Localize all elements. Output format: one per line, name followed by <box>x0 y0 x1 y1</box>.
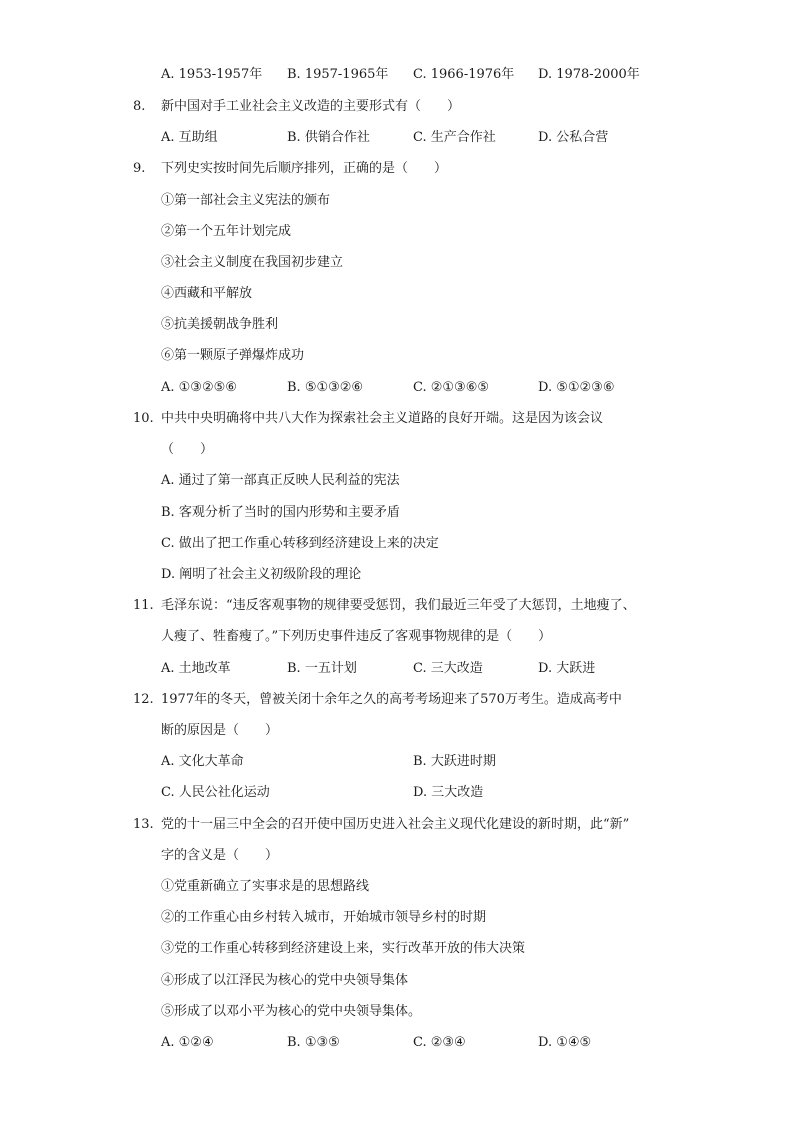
q12-stem-line1: 1977年的冬天，曾被关闭十余年之久的高考考场迎来了570万考生。造成高考中 <box>161 692 622 707</box>
q7-option-b: B. 1957-1965年 <box>287 67 389 82</box>
q11-number: 11. <box>133 598 154 613</box>
q11-option-b: B. 一五计划 <box>287 661 357 676</box>
q13-item-3: ③党的工作重心转移到经济建设上来，实行改革开放的伟大决策 <box>161 941 526 956</box>
q11-option-d: D. 大跃进 <box>538 661 596 676</box>
q7-option-d: D. 1978-2000年 <box>538 67 640 82</box>
q9-option-b: B. ⑤①③②⑥ <box>287 380 364 395</box>
q13-item-1: ①党重新确立了实事求是的思想路线 <box>161 879 370 894</box>
q13-stem-line1: 党的十一届三中全会的召开使中国历史进入社会主义现代化建设的新时期，此“新” <box>161 817 630 832</box>
q12-option-b: B. 大跃进时期 <box>413 754 496 769</box>
q8-stem: 新中国对手工业社会主义改造的主要形式有（ ） <box>161 99 461 114</box>
q8-option-d: D. 公私合营 <box>538 130 609 145</box>
q11-stem-line2: 人瘦了、牲畜瘦了。”下列历史事件违反了客观事物规律的是（ ） <box>161 629 552 644</box>
q11-option-c: C. 三大改造 <box>413 661 483 676</box>
q13-option-d: D. ①④⑤ <box>538 1035 592 1050</box>
q11-stem-line1: 毛泽东说：“违反客观事物的规律要受惩罚，我们最近三年受了大惩罚，土地瘦了、 <box>161 598 636 613</box>
q8-number: 8. <box>133 99 146 114</box>
q10-stem-line1: 中共中央明确将中共八大作为探索社会主义道路的良好开端。这是因为该会议 <box>161 411 604 426</box>
q13-item-2: ②的工作重心由乡村转入城市，开始城市领导乡村的时期 <box>161 910 487 925</box>
q12-stem-line2: 断的原因是（ ） <box>161 723 279 738</box>
q13-number: 13. <box>133 817 154 832</box>
q9-item-4: ④西藏和平解放 <box>161 286 253 301</box>
q10-option-d: D. 阐明了社会主义初级阶段的理论 <box>161 567 362 582</box>
q7-option-c: C. 1966-1976年 <box>413 67 515 82</box>
q7-option-a: A. 1953-1957年 <box>161 67 263 82</box>
q10-option-b: B. 客观分析了当时的国内形势和主要矛盾 <box>161 505 400 520</box>
q13-option-b: B. ①③⑤ <box>287 1035 340 1050</box>
q10-number: 10. <box>133 411 154 426</box>
q9-item-3: ③社会主义制度在我国初步建立 <box>161 255 344 270</box>
q13-item-4: ④形成了以江泽民为核心的党中央领导集体 <box>161 973 409 988</box>
q12-option-a: A. 文化大革命 <box>161 754 244 769</box>
q10-option-a: A. 通过了第一部真正反映人民利益的宪法 <box>161 473 400 488</box>
q9-item-2: ②第一个五年计划完成 <box>161 224 292 239</box>
q8-option-a: A. 互助组 <box>161 130 218 145</box>
q10-stem-line2: （ ） <box>161 442 214 457</box>
q10-option-c: C. 做出了把工作重心转移到经济建设上来的决定 <box>161 536 439 551</box>
q9-item-6: ⑥第一颗原子弹爆炸成功 <box>161 348 305 363</box>
q9-stem: 下列史实按时间先后顺序排列，正确的是（ ） <box>161 161 448 176</box>
q12-option-d: D. 三大改造 <box>413 785 484 800</box>
q11-option-a: A. 土地改革 <box>161 661 231 676</box>
q9-option-a: A. ①③②⑤⑥ <box>161 380 237 395</box>
q13-item-5: ⑤形成了以邓小平为核心的党中央领导集体。 <box>161 1004 422 1019</box>
q12-number: 12. <box>133 692 154 707</box>
q8-option-c: C. 生产合作社 <box>413 130 496 145</box>
q9-item-1: ①第一部社会主义宪法的颁布 <box>161 193 331 208</box>
q13-option-c: C. ②③④ <box>413 1035 466 1050</box>
q13-stem-line2: 字的含义是（ ） <box>161 848 279 863</box>
q9-number: 9. <box>133 161 146 176</box>
q13-option-a: A. ①②④ <box>161 1035 214 1050</box>
q12-option-c: C. 人民公社化运动 <box>161 785 270 800</box>
q9-option-d: D. ⑤①②③⑥ <box>538 380 615 395</box>
q9-item-5: ⑤抗美援朝战争胜利 <box>161 317 279 332</box>
q9-option-c: C. ②①③⑥⑤ <box>413 380 490 395</box>
q8-option-b: B. 供销合作社 <box>287 130 370 145</box>
